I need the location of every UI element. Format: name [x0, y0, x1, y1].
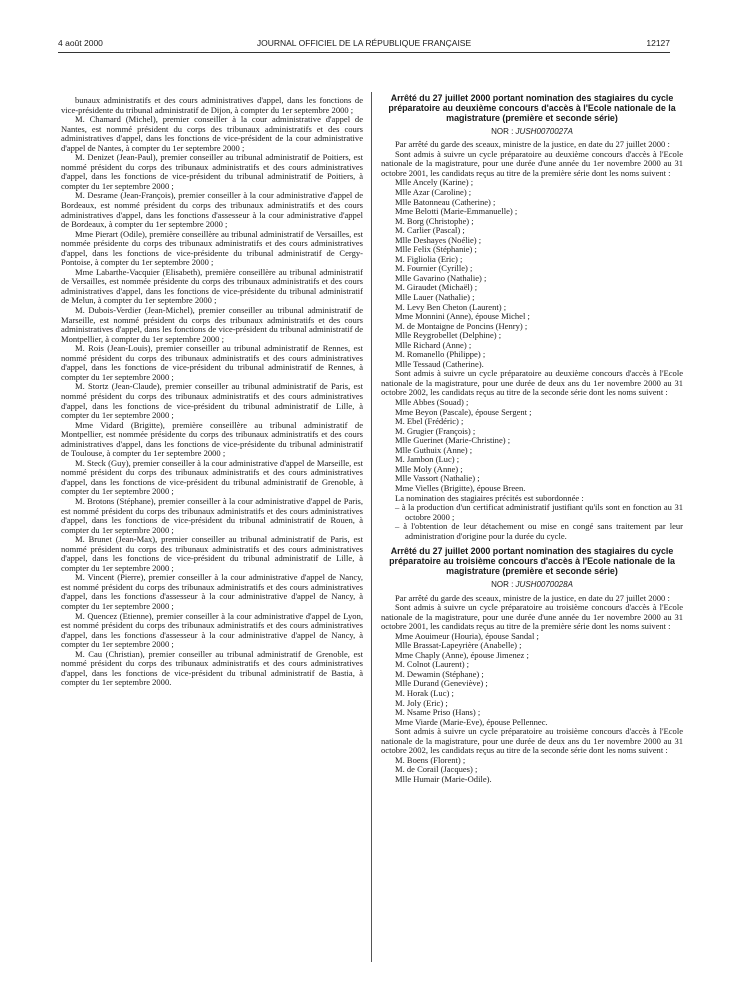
page-number: 12127: [646, 38, 670, 48]
trainee-list-item: M. Borg (Christophe) ;: [395, 215, 474, 226]
trainee-list-item: M. Fournier (Cyrille) ;: [395, 263, 473, 274]
appointment-paragraph: M. Dubois-Verdier (Jean-Michel), premier conseiller au tribunal administratif de Marseille, est nommé président du corps des tribunaux administratifs et des cours administratives d'appel, dans les fonctions de vice-président du tribunal administratif de Montpellier, à compter du 1er septembre 2000 ;: [61, 305, 363, 344]
decree1-conditions-list: [381, 503, 683, 541]
decree2-nor-code: JUSH0070028A: [515, 579, 573, 589]
appointment-paragraph: M. Brotons (Stéphane), premier conseiller à la cour administrative d'appel de Paris, est nommé président du corps des tribunaux administratifs et des cours administratives d'appel, dans les fonctions de vice-président du tribunal administratif de Rouen, à compter du 1er septembre 2000 ;: [61, 495, 363, 535]
trainee-list-item: Mlle Reygrobellet (Delphine) ;: [395, 330, 502, 341]
decree1-nor-label: NOR :: [491, 126, 514, 136]
trainee-list-item: M. Joly (Eric) ;: [395, 697, 448, 708]
trainee-list-item: M. Romanello (Philippe) ;: [395, 349, 486, 360]
trainee-list-item: M. Colnot (Laurent) ;: [395, 659, 470, 670]
trainee-list-item: M. Carlier (Pascal) ;: [395, 225, 465, 236]
trainee-list-item: Mme Chaply (Anne), épouse Jimenez ;: [395, 649, 529, 660]
trainee-list-item: Mme Vielles (Brigitte), épouse Breen.: [395, 482, 526, 493]
appointment-paragraph: bunaux administratifs et des cours administratives d'appel, dans les fonctions de vice-présidente du tribunal administratif de Dijon, à compter du 1er septembre 2000 ;: [61, 95, 363, 115]
appointment-paragraph: M. Brunet (Jean-Max), premier conseiller au tribunal administratif de Paris, est nommé président du corps des tribunaux administratifs et des cours administratives d'appel, dans les fonctions de vice-président du tribunal administratif de Lille, à compter du 1er septembre 2000 ;: [61, 534, 363, 573]
right-column: [381, 94, 683, 784]
trainee-list-item: Mlle Azar (Caroline) ;: [395, 187, 472, 197]
appointment-paragraph: M. Quencez (Etienne), premier conseiller à la cour administrative d'appel de Lyon, est nommé président du corps des tribunaux administratifs et des cours administratives d'appel, dans les fonctions d'assesseur à la cour administrative d'appel de Nancy, à compter du 1er septembre 2000 ;: [61, 610, 363, 650]
decree1-nor-code: JUSH0070027A: [515, 126, 573, 136]
decree1-first-series-intro: Sont admis à suivre un cycle préparatoire au deuxième concours d'accès à l'Ecole nationale de la magistrature, pour une durée d'une année du 1er novembre 2000 au 31 octobre 2001, les candidats reçus au titre de la première série dont les noms suivent :: [381, 148, 683, 178]
header-rule: [58, 52, 670, 53]
trainee-list-item: M. Jambon (Luc) ;: [395, 454, 460, 465]
decree2-second-series-intro: Sont admis à suivre un cycle préparatoire au troisième concours d'accès à l'Ecole nationale de la magistrature, pour une durée de deux ans du 1er novembre 2000 au 31 octobre 2002, les candidats reçus au titre de la seconde série dont les noms suivent :: [381, 726, 683, 756]
decree1-first-series-list: [381, 178, 683, 369]
trainee-list-item: M. Figliolia (Eric) ;: [395, 253, 463, 264]
trainee-list-item: M. Nsame Priso (Hans) ;: [395, 707, 481, 718]
journal-title: JOURNAL OFFICIEL DE LA RÉPUBLIQUE FRANÇAISE: [256, 38, 472, 48]
trainee-list-item: Mme Monnini (Anne), épouse Michel ;: [395, 311, 530, 322]
appointment-paragraph: M. Stortz (Jean-Claude), premier conseiller au tribunal administratif de Paris, est nommé président du corps des tribunaux administratifs et des cours administratives d'appel, dans les fonctions de vice-président du tribunal administratif de Lille, à compter du 1er septembre 2000 ;: [61, 381, 363, 421]
trainee-list-item: Mlle Lauer (Nathalie) ;: [395, 292, 475, 303]
trainee-list-item: Mlle Moly (Anne) ;: [395, 463, 463, 474]
trainee-list-item: M. Giraudet (Michaël) ;: [395, 282, 478, 293]
decree2-second-series-list: [381, 756, 683, 785]
appointment-paragraph: M. Chamard (Michel), premier conseiller à la cour administrative d'appel de Nantes, est nommé président du corps des tribunaux administratifs et des cours administratives d'appel, dans les fonctions de vice-président de la cour administrative d'appel de Nantes, à compter du 1er septembre 2000 ;: [61, 114, 363, 153]
trainee-list-item: Mlle Guerinet (Marie-Christine) ;: [395, 435, 511, 446]
decree1-second-series-intro: Sont admis à suivre un cycle préparatoire au deuxième concours d'accès à l'Ecole nationale de la magistrature, pour une durée de deux ans du 1er novembre 2000 au 31 octobre 2002, les candidats reçus au titre de la seconde série dont les noms suivent :: [381, 368, 683, 398]
trainee-list-item: Mlle Tessaud (Catherine).: [395, 358, 484, 369]
decree1-conditions-intro: La nomination des stagiaires précités est subordonnée :: [395, 492, 584, 503]
trainee-list-item: M. de Montaigne de Poncins (Henry) ;: [395, 320, 528, 331]
trainee-list-item: M. Boens (Florent) ;: [395, 754, 466, 765]
appointment-paragraph: Mme Pierart (Odile), première conseillère au tribunal administratif de Versailles, est nommée présidente du corps des tribunaux administratifs et des cours administratives d'appel, dans les fonctions de vice-présidente du tribunal administratif de Cergy-Pontoise, à compter du 1er septembre 2000 ;: [61, 228, 363, 268]
appointment-paragraph: M. Denizet (Jean-Paul), premier conseiller au tribunal administratif de Poitiers, est nommé président du corps des tribunaux administratifs et des cours administratives d'appel, dans les fonctions de vice-président du tribunal administratif de Poitiers, à compter du 1er septembre 2000 ;: [61, 152, 363, 191]
decree2-nor-label: NOR :: [491, 579, 514, 589]
trainee-list-item: Mme Aouimeur (Houria), épouse Sandal ;: [395, 630, 539, 641]
trainee-list-item: Mlle Brassat-Lapeyrière (Anabelle) ;: [395, 640, 522, 651]
trainee-list-item: Mlle Gavarino (Nathalie) ;: [395, 272, 487, 283]
appointment-paragraph: Mme Vidard (Brigitte), première conseillère au tribunal administratif de Montpellier, est nommée présidente du corps des tribunaux administratifs et des cours administratives d'appel, dans les fonctions de vice-présidente du tribunal administratif de Toulouse, à compter du 1er septembre 2000 ;: [61, 419, 363, 459]
appointment-paragraph: M. Vincent (Pierre), premier conseiller à la cour administrative d'appel de Nancy, est nommé président du corps des tribunaux administratifs et des cours administratives d'appel, dans les fonctions d'assesseur à la cour administrative d'appel de Nancy, à compter du 1er septembre 2000 ;: [61, 572, 363, 611]
decree2-first-series-intro: Sont admis à suivre un cycle préparatoire au troisième concours d'accès à l'Ecole nationale de la magistrature, pour une durée d'une année du 1er novembre 2000 au 31 octobre 2001, les candidats reçus au titre de la première série dont les noms suivent :: [381, 602, 683, 632]
trainee-list-item: Mme Belotti (Marie-Emmanuelle) ;: [395, 206, 518, 217]
decree1-second-series-list: [381, 398, 683, 493]
condition-item: – à l'obtention de leur détachement ou mise en congé sans traitement par leur administration d'origine pour la durée du cycle.: [395, 521, 683, 541]
decree1-nor: [381, 127, 683, 137]
trainee-list-item: Mlle Guthuix (Anne) ;: [395, 444, 473, 455]
decree1-intro: Par arrêté du garde des sceaux, ministre de la justice, en date du 27 juillet 2000 :: [395, 139, 670, 150]
decree1-title: Arrêté du 27 juillet 2000 portant nomination des stagiaires du cycle préparatoire au deuxième concours d'accès à l'Ecole nationale de la magistrature (première et seconde série): [388, 93, 676, 123]
decree2-nor: [381, 580, 683, 590]
trainee-list-item: M. Horak (Luc) ;: [395, 687, 454, 698]
trainee-list-item: Mme Viarde (Marie-Eve), épouse Pellennec.: [395, 716, 548, 727]
header-date: 4 août 2000: [58, 38, 103, 48]
left-column: [61, 96, 363, 688]
appointment-paragraph: Mme Labarthe-Vacquier (Elisabeth), première conseillère au tribunal administratif de Versailles, est nommée présidente du corps des tribunaux administratifs et des cours administratives d'appel, dans les fonctions de vice-présidente du tribunal administratif de Melun, à compter du 1er septembre 2000 ;: [61, 266, 363, 306]
trainee-list-item: Mlle Abbes (Souad) ;: [395, 397, 469, 408]
trainee-list-item: Mlle Deshayes (Noélie) ;: [395, 234, 482, 245]
trainee-list-item: Mlle Richard (Anne) ;: [395, 339, 472, 350]
trainee-list-item: Mlle Durand (Geneviève) ;: [395, 678, 488, 689]
appointment-paragraph: M. Desrame (Jean-François), premier conseiller à la cour administrative d'appel de Bordeaux, est nommé président du corps des tribunaux administratifs et des cours administratives d'appel, dans les fonctions d'assesseur à la cour administrative d'appel de Bordeaux, à compter du 1er septembre 2000 ;: [61, 190, 363, 230]
appointment-paragraph: M. Cau (Christian), premier conseiller au tribunal administratif de Grenoble, est nommé président du corps des tribunaux administratifs et des cours administratives d'appel, dans les fonctions de vice-président du tribunal administratif de Bastia, à compter du 1er septembre 2000.: [61, 648, 363, 688]
trainee-list-item: Mlle Humair (Marie-Odile).: [395, 773, 492, 784]
trainee-list-item: Mlle Ancely (Karine) ;: [395, 177, 474, 188]
trainee-list-item: Mlle Felix (Stéphanie) ;: [395, 244, 477, 255]
trainee-list-item: Mlle Vassort (Nathalie) ;: [395, 473, 480, 484]
column-divider: [371, 92, 372, 962]
trainee-list-item: Mlle Batonneau (Catherine) ;: [395, 196, 496, 207]
trainee-list-item: M. Grugier (François) ;: [395, 425, 476, 436]
appointment-paragraph: M. Steck (Guy), premier conseiller à la cour administrative d'appel de Marseille, est nommé président du corps des tribunaux administratifs et des cours administratives d'appel, dans les fonctions de vice-président du tribunal administratif de Grenoble, à compter du 1er septembre 2000 ;: [61, 457, 363, 497]
decree2-intro: Par arrêté du garde des sceaux, ministre de la justice, en date du 27 juillet 2000 :: [395, 592, 670, 603]
trainee-list-item: M. de Corail (Jacques) ;: [395, 764, 478, 775]
trainee-list-item: M. Dewamin (Stéphane) ;: [395, 668, 484, 679]
decree2-first-series-list: [381, 632, 683, 727]
trainee-list-item: M. Ebel (Frédéric) ;: [395, 416, 464, 427]
appointment-paragraph: M. Rois (Jean-Louis), premier conseiller au tribunal administratif de Rennes, est nommé président du corps des tribunaux administratifs et des cours administratives d'appel, dans les fonctions de vice-président du tribunal administratif de Rennes, à compter du 1er septembre 2000 ;: [61, 343, 363, 382]
decree2-title: Arrêté du 27 juillet 2000 portant nomination des stagiaires du cycle préparatoire au troisième concours d'accès à l'Ecole nationale de la magistrature (première et seconde série): [389, 546, 675, 577]
condition-item: – à la production d'un certificat administratif justifiant qu'ils sont en fonction au 31 octobre 2000 ;: [395, 502, 683, 522]
trainee-list-item: Mme Beyon (Pascale), épouse Sergent ;: [395, 406, 532, 417]
trainee-list-item: M. Levy Ben Cheton (Laurent) ;: [395, 301, 507, 312]
